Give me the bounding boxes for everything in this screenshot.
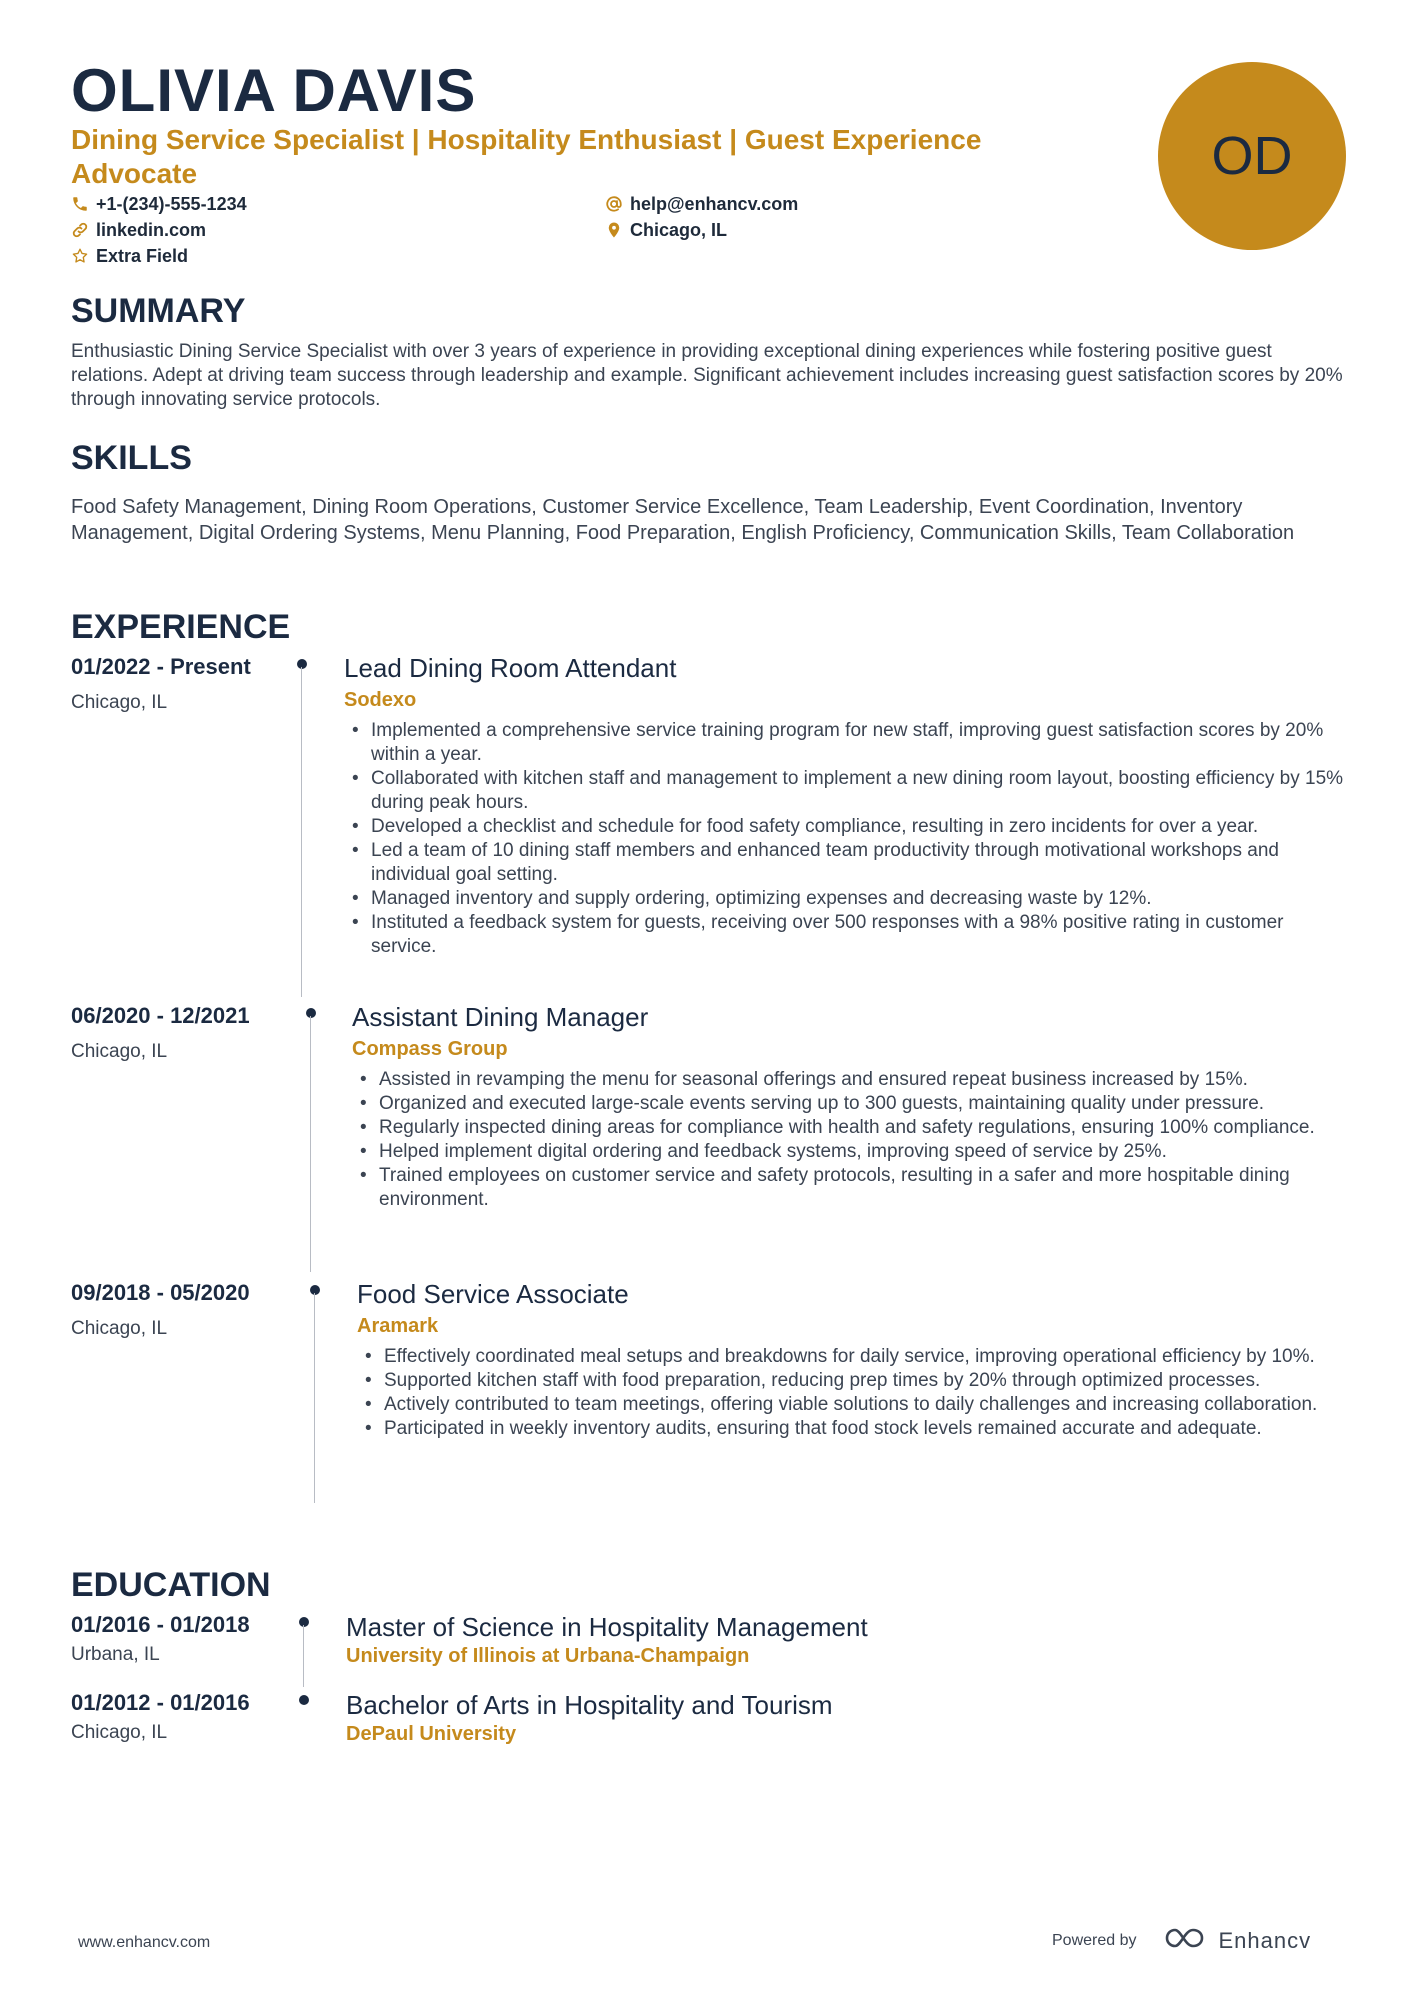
enhancv-logo-icon	[1163, 1925, 1209, 1956]
experience-bullet: • Implemented a comprehensive service training program for new staff, improving guest satisfaction scores by 20% within a year.	[344, 719, 1344, 767]
contact-phone	[71, 192, 247, 216]
experience-role: Assistant Dining Manager	[352, 1002, 649, 1032]
education-school: DePaul University	[346, 1723, 517, 1745]
experience-bullet: • Supported kitchen staff with food preparation, reducing prep times by 20% through optimized processes.	[357, 1369, 1347, 1393]
experience-location: Chicago, IL	[71, 1041, 168, 1062]
experience-body	[344, 653, 1344, 959]
brand-name: Enhancv	[1218, 1927, 1312, 1953]
location-pin-icon	[605, 221, 623, 239]
experience-bullet: • Trained employees on customer service and safety protocols, resulting in a safer and more hospitable dining environment.	[352, 1164, 1352, 1212]
experience-bullet: • Participated in weekly inventory audits, ensuring that food stock levels remained accurate and adequate.	[357, 1417, 1347, 1441]
education-date: 01/2012 - 01/2016	[71, 1690, 250, 1715]
timeline-dot	[299, 1617, 309, 1627]
candidate-headline: Dining Service Specialist | Hospitality Enthusiast | Guest Experience Advocate	[71, 124, 982, 189]
email-text: help@enhancv.com	[630, 194, 799, 214]
timeline-line	[310, 1016, 311, 1272]
education-degree: Bachelor of Arts in Hospitality and Tourism	[346, 1690, 833, 1720]
location-text: Chicago, IL	[630, 220, 728, 240]
education-body	[346, 1689, 1346, 1747]
experience-bullet: • Instituted a feedback system for guests, receiving over 500 responses with a 98% positive rating in customer service.	[344, 911, 1344, 959]
contact-extra	[71, 244, 188, 268]
experience-location: Chicago, IL	[71, 692, 168, 713]
experience-bullets	[344, 719, 1344, 959]
candidate-name: OLIVIA DAVIS	[71, 57, 477, 124]
timeline-dot	[310, 1285, 320, 1295]
footer-website[interactable]: www.enhancv.com	[78, 1934, 211, 1951]
timeline-line	[314, 1293, 315, 1503]
summary-heading: SUMMARY	[71, 292, 246, 330]
timeline-line	[303, 1625, 304, 1687]
avatar-initials: OD	[1211, 126, 1293, 186]
contact-linkedin[interactable]	[71, 218, 206, 242]
experience-date: 06/2020 - 12/2021	[71, 1003, 250, 1028]
education-degree: Master of Science in Hospitality Management	[346, 1612, 868, 1642]
education-school: University of Illinois at Urbana-Champaign	[346, 1645, 750, 1667]
experience-bullet: • Collaborated with kitchen staff and management to implement a new dining room layout, boosting efficiency by 15% during peak hours.	[344, 767, 1344, 815]
skills-text: Food Safety Management, Dining Room Operations, Customer Service Excellence, Team Leadership, Event Coordination, Inventory Management, Digital Ordering Systems, Menu Planning, Food Preparation, English Proficiency, Communication Skills, Team Collaboration	[71, 496, 1295, 544]
timeline-dot	[306, 1008, 316, 1018]
experience-bullets	[357, 1345, 1347, 1441]
timeline-dot	[299, 1695, 309, 1705]
experience-body	[352, 1002, 1352, 1212]
experience-body	[357, 1279, 1347, 1441]
experience-date: 09/2018 - 05/2020	[71, 1280, 250, 1305]
contact-email[interactable]	[605, 192, 798, 216]
experience-bullet: • Managed inventory and supply ordering, optimizing expenses and decreasing waste by 12%.	[344, 887, 1344, 911]
education-body	[346, 1611, 1346, 1669]
experience-bullets	[352, 1068, 1352, 1212]
experience-bullet: • Helped implement digital ordering and feedback systems, improving speed of service by 25%.	[352, 1140, 1352, 1164]
experience-bullet: • Effectively coordinated meal setups and breakdowns for daily service, improving operational efficiency by 10%.	[357, 1345, 1347, 1369]
experience-bullet: • Organized and executed large-scale events serving up to 300 guests, maintaining quality under pressure.	[352, 1092, 1352, 1116]
experience-company: Compass Group	[352, 1038, 508, 1060]
experience-bullet: • Actively contributed to team meetings, offering viable solutions to daily challenges and increasing collaboration.	[357, 1393, 1347, 1417]
experience-bullet: • Regularly inspected dining areas for compliance with health and safety regulations, ensuring 100% compliance.	[352, 1116, 1352, 1140]
timeline-dot	[297, 659, 307, 669]
extra-text: Extra Field	[96, 246, 189, 266]
experience-location: Chicago, IL	[71, 1318, 168, 1339]
link-icon	[71, 221, 89, 239]
experience-company: Aramark	[357, 1315, 439, 1337]
timeline-line	[301, 667, 302, 997]
experience-company: Sodexo	[344, 689, 417, 711]
education-date: 01/2016 - 01/2018	[71, 1612, 250, 1637]
phone-icon	[71, 195, 89, 213]
experience-heading: EXPERIENCE	[71, 608, 291, 646]
education-heading: EDUCATION	[71, 1566, 271, 1604]
experience-date: 01/2022 - Present	[71, 654, 251, 679]
education-location: Chicago, IL	[71, 1722, 168, 1743]
skills-heading: SKILLS	[71, 439, 192, 477]
phone-text: +1-(234)-555-1234	[96, 194, 247, 214]
education-location: Urbana, IL	[71, 1644, 160, 1665]
contact-location	[605, 218, 727, 242]
at-icon	[605, 195, 623, 213]
avatar	[1158, 62, 1346, 250]
experience-role: Food Service Associate	[357, 1279, 629, 1309]
summary-text: Enthusiastic Dining Service Specialist with over 3 years of experience in providing exceptional dining experiences while fostering positive guest relations. Adept at driving team success through leadership and example. Significant achievement includes increasing guest satisfaction scores by 20% through innovating service protocols.	[71, 341, 1343, 410]
experience-role: Lead Dining Room Attendant	[344, 653, 677, 683]
footer-branding	[1052, 1925, 1311, 1956]
star-icon	[71, 247, 89, 265]
powered-by-text: Powered by	[1052, 1931, 1137, 1949]
experience-bullet: • Assisted in revamping the menu for seasonal offerings and ensured repeat business increased by 15%.	[352, 1068, 1352, 1092]
linkedin-text: linkedin.com	[96, 220, 207, 240]
experience-bullet: • Led a team of 10 dining staff members and enhanced team productivity through motivational workshops and individual goal setting.	[344, 839, 1344, 887]
experience-bullet: • Developed a checklist and schedule for food safety compliance, resulting in zero incidents for over a year.	[344, 815, 1344, 839]
